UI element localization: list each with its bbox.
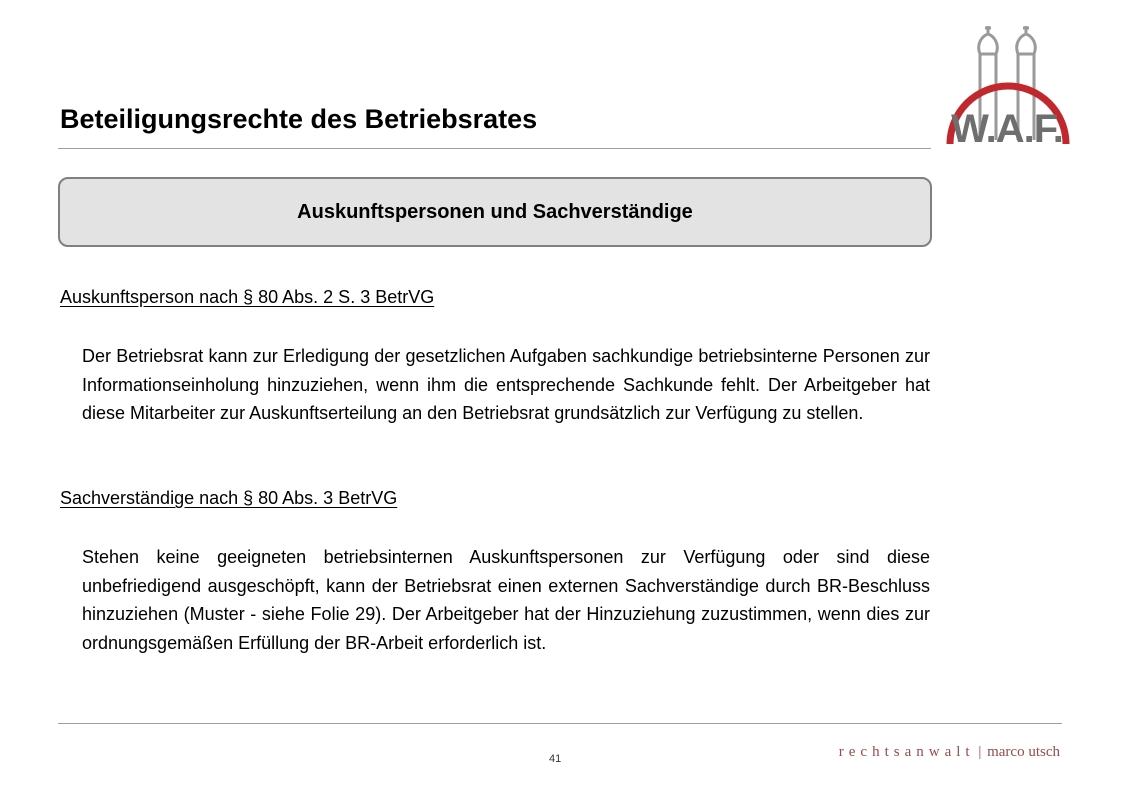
section-header-box — [58, 177, 932, 247]
section-heading-auskunftsperson: Auskunftsperson nach § 80 Abs. 2 S. 3 BetrVG — [60, 287, 435, 307]
logo-text: W.A.F. — [951, 107, 1063, 147]
section-heading-sachverstaendige: Sachverständige nach § 80 Abs. 3 BetrVG — [60, 488, 398, 508]
footer-brand-separator: | — [978, 744, 982, 760]
page-title: Beteiligungsrechte des Betriebsrates — [60, 104, 538, 134]
footer-brand-left: rechtsanwalt — [838, 744, 975, 760]
title-divider — [58, 148, 931, 149]
footer-divider — [58, 723, 1062, 724]
page-number: 41 — [549, 753, 562, 765]
footer-brand-right: marco utsch — [987, 744, 1060, 760]
paragraph-sachverstaendige: Stehen keine geeigneten betriebsinternen Auskunftspersonen zur Verfügung oder sind diese unbefriedigend ausgeschöpft, kann der Betriebsrat einen externen Sachverständige durch BR-Beschluss hinzuziehen (Muster - siehe Folie 29). Der Arbeitgeber hat der Hinzuziehung zuzustimmen, wenn dies zur ordnungsgemäßen Erfüllung der BR-Arbeit erforderlich ist. — [82, 547, 930, 653]
footer-brand — [839, 744, 1060, 761]
section-header-label: Auskunftspersonen und Sachverständige — [297, 200, 693, 223]
waf-logo — [940, 22, 1090, 147]
paragraph-auskunftsperson: Der Betriebsrat kann zur Erledigung der gesetzlichen Aufgaben sachkundige betriebsinterne Personen zur Informationseinholung hinzuziehen, wenn ihm die entsprechende Sachkunde fehlt. Der Arbeitgeber hat diese Mitarbeiter zur Auskunftserteilung an den Betriebsrat grundsätzlich zur Verfügung zu stellen. — [82, 346, 930, 423]
